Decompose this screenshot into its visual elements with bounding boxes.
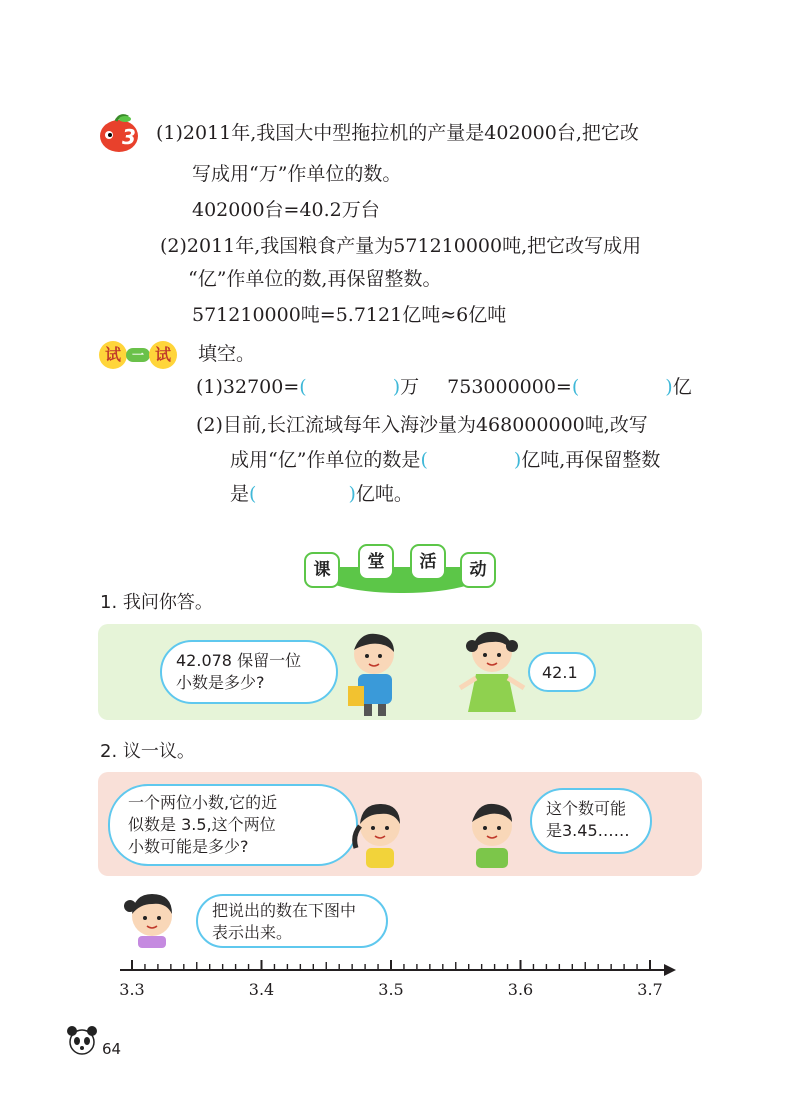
number-line-label: 3.5 [378,980,404,999]
example-part2-line2: “亿”作单位的数,再保留整数。 [188,268,442,290]
q2-text-d: 亿吨。 [355,483,413,505]
q2-text-a: 成用“亿”作单位的数是 [230,449,421,471]
activity-1-question-line2: 小数是多少? [176,673,265,692]
q1-unit-b: 亿 [672,376,692,398]
q2-blank2-open: ( [249,483,257,505]
try-q2-line3 [230,485,413,504]
activity-1-answer: 42.1 [542,663,578,682]
q1-label-a: (1)32700= [196,376,300,398]
activity-2-question-bubble [108,784,358,866]
activity-2-answer-line2: 是3.45…… [546,821,630,840]
example-part1-answer: 402000台=40.2万台 [192,199,380,221]
banner-char-4: 动 [460,552,496,588]
page-number: 64 [102,1040,122,1058]
girl-answering-illustration [456,628,528,718]
try-q1 [196,378,692,397]
try-it-badge [99,341,177,369]
q1-blank2-close: ) [665,376,673,398]
example-part2-answer: 571210000吨=5.7121亿吨≈6亿吨 [192,304,507,326]
example-3-badge [98,113,140,153]
activity-1-question-line1: 42.078 保留一位 [176,651,302,670]
badge-number: 3 [122,125,136,149]
activity-1-answer-bubble [528,652,596,692]
activity-2-answer-line1: 这个数可能 [546,799,627,818]
banner-char-1: 课 [304,552,340,588]
q1-blank1-close: ) [392,376,401,398]
example-part2-line1: (2)2011年,我国粮食产量为571210000吨,把它改写成用 [160,235,642,257]
try-badge-right: 试 [149,341,177,369]
q2-blank1-open: ( [420,449,428,471]
boy-answering-illustration [462,800,520,868]
banner-char-3: 活 [410,544,446,580]
q1-blank2-open: ( [571,376,580,398]
q2-blank2-close: ) [348,483,356,505]
q2-blank1-close: ) [513,449,522,471]
number-line-label: 3.6 [507,980,534,999]
girl-asking-illustration [350,800,408,868]
try-badge-left: 试 [99,341,127,369]
activity-2-answer-bubble [530,788,652,854]
activity-2-question-line1: 一个两位小数,它的近 [128,793,278,812]
number-line-label: 3.3 [119,980,145,999]
example-part1-line1: (1)2011年,我国大中型拖拉机的产量是402000台,把它改 [156,122,639,144]
number-line-label: 3.4 [248,980,275,999]
example-part1-line2: 写成用“万”作单位的数。 [192,163,402,185]
try-q2-line2 [230,451,660,470]
activity-2-question-line3: 小数可能是多少? [128,837,249,856]
try-q2-line1: (2)目前,长江流域每年入海沙量为468000000吨,改写 [196,414,648,436]
q1-label-c: 753000000= [447,376,572,398]
try-it-instruction: 填空。 [198,343,256,365]
banner-char-2: 堂 [358,544,394,580]
activity-1-question-bubble [160,640,338,704]
try-badge-mid: 一 [126,348,150,362]
q1-blank1-open: ( [299,376,307,398]
boy-with-books-illustration [340,628,410,718]
activity-3-bubble [196,894,388,948]
q2-text-b: 亿吨,再保留整数 [521,449,661,471]
girl-prompt-illustration [120,892,180,948]
activity-3-line2: 表示出来。 [212,923,293,942]
activity-1-title: 1. 我问你答。 [100,592,213,613]
q2-text-c: 是 [230,483,250,505]
number-line-arrow [664,964,676,976]
number-line-label: 3.7 [637,980,663,999]
activity-2-question-line2: 似数是 3.5,这个两位 [128,815,276,834]
class-activity-banner [300,540,500,596]
number-line-ticks [132,960,650,970]
panda-icon [64,1022,100,1056]
activity-3-line1: 把说出的数在下图中 [212,901,357,920]
activity-2-title: 2. 议一议。 [100,741,195,762]
q1-unit-a: 万 [400,376,420,398]
